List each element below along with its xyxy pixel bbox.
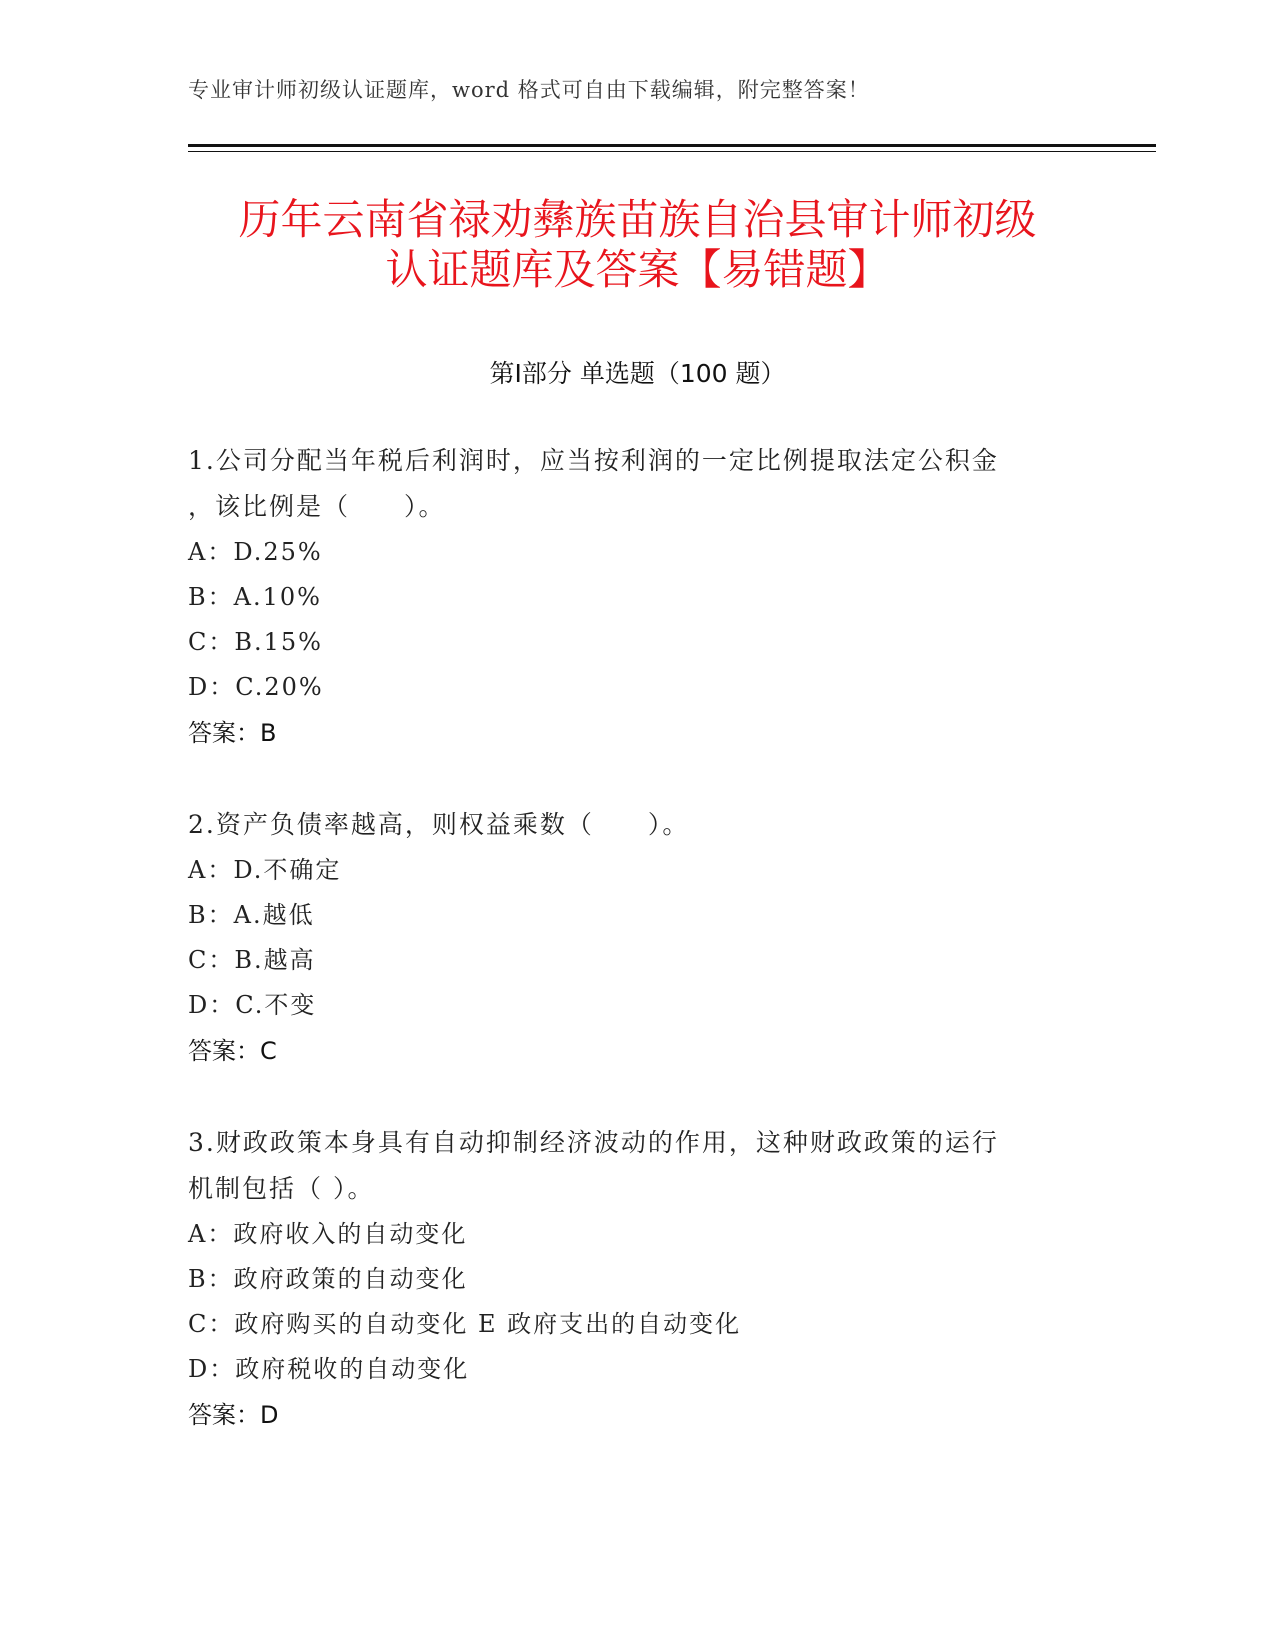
option-a: A：D.不确定	[188, 856, 342, 884]
option-b: B：A.越低	[188, 901, 315, 929]
question-stem	[188, 802, 1068, 848]
option-c: C：B.越高	[188, 946, 316, 974]
document-title-line-2: 认证题库及答案【易错题】	[385, 245, 890, 294]
document-title-line-1: 历年云南省禄劝彝族苗族自治县审计师初级	[238, 195, 1037, 244]
question-2	[188, 802, 1068, 1074]
option-c: C：B.15%	[188, 628, 323, 656]
question-1	[188, 438, 1068, 756]
question-stem-line: 1.公司分配当年税后利润时，应当按利润的一定比例提取法定公积金	[188, 446, 999, 475]
option-c: C：政府购买的自动变化 E 政府支出的自动变化	[188, 1310, 742, 1338]
answer: 答案：B	[188, 719, 277, 747]
header-rule-thin	[188, 151, 1156, 152]
option-a: A：D.25%	[188, 538, 323, 566]
question-stem-line: ，该比例是（ ）。	[188, 492, 446, 521]
question-stem-line: 机制包括（ ）。	[188, 1174, 375, 1203]
option-b: B：A.10%	[188, 583, 322, 611]
option-d: D：C.20%	[188, 673, 324, 701]
answer: 答案：D	[188, 1401, 279, 1429]
option-d: D：政府税收的自动变化	[188, 1355, 470, 1383]
document-title	[160, 195, 1115, 295]
option-b: B：政府政策的自动变化	[188, 1265, 468, 1293]
question-list	[188, 438, 1068, 1484]
question-stem-line: 3.财政政策本身具有自动抑制经济波动的作用，这种财政政策的运行	[188, 1128, 999, 1157]
header-note: 专业审计师初级认证题库，word 格式可自由下载编辑，附完整答案！	[188, 78, 870, 102]
option-a: A：政府收入的自动变化	[188, 1220, 468, 1248]
option-d: D：C.不变	[188, 991, 317, 1019]
question-stem	[188, 1120, 1068, 1212]
header-rule-thick	[188, 144, 1156, 147]
question-stem	[188, 438, 1068, 530]
answer: 答案：C	[188, 1037, 277, 1065]
question-stem-line: 2.资产负债率越高，则权益乘数（ ）。	[188, 810, 690, 839]
section-title: 第Ⅰ部分 单选题（100 题）	[489, 359, 786, 388]
question-3	[188, 1120, 1068, 1438]
